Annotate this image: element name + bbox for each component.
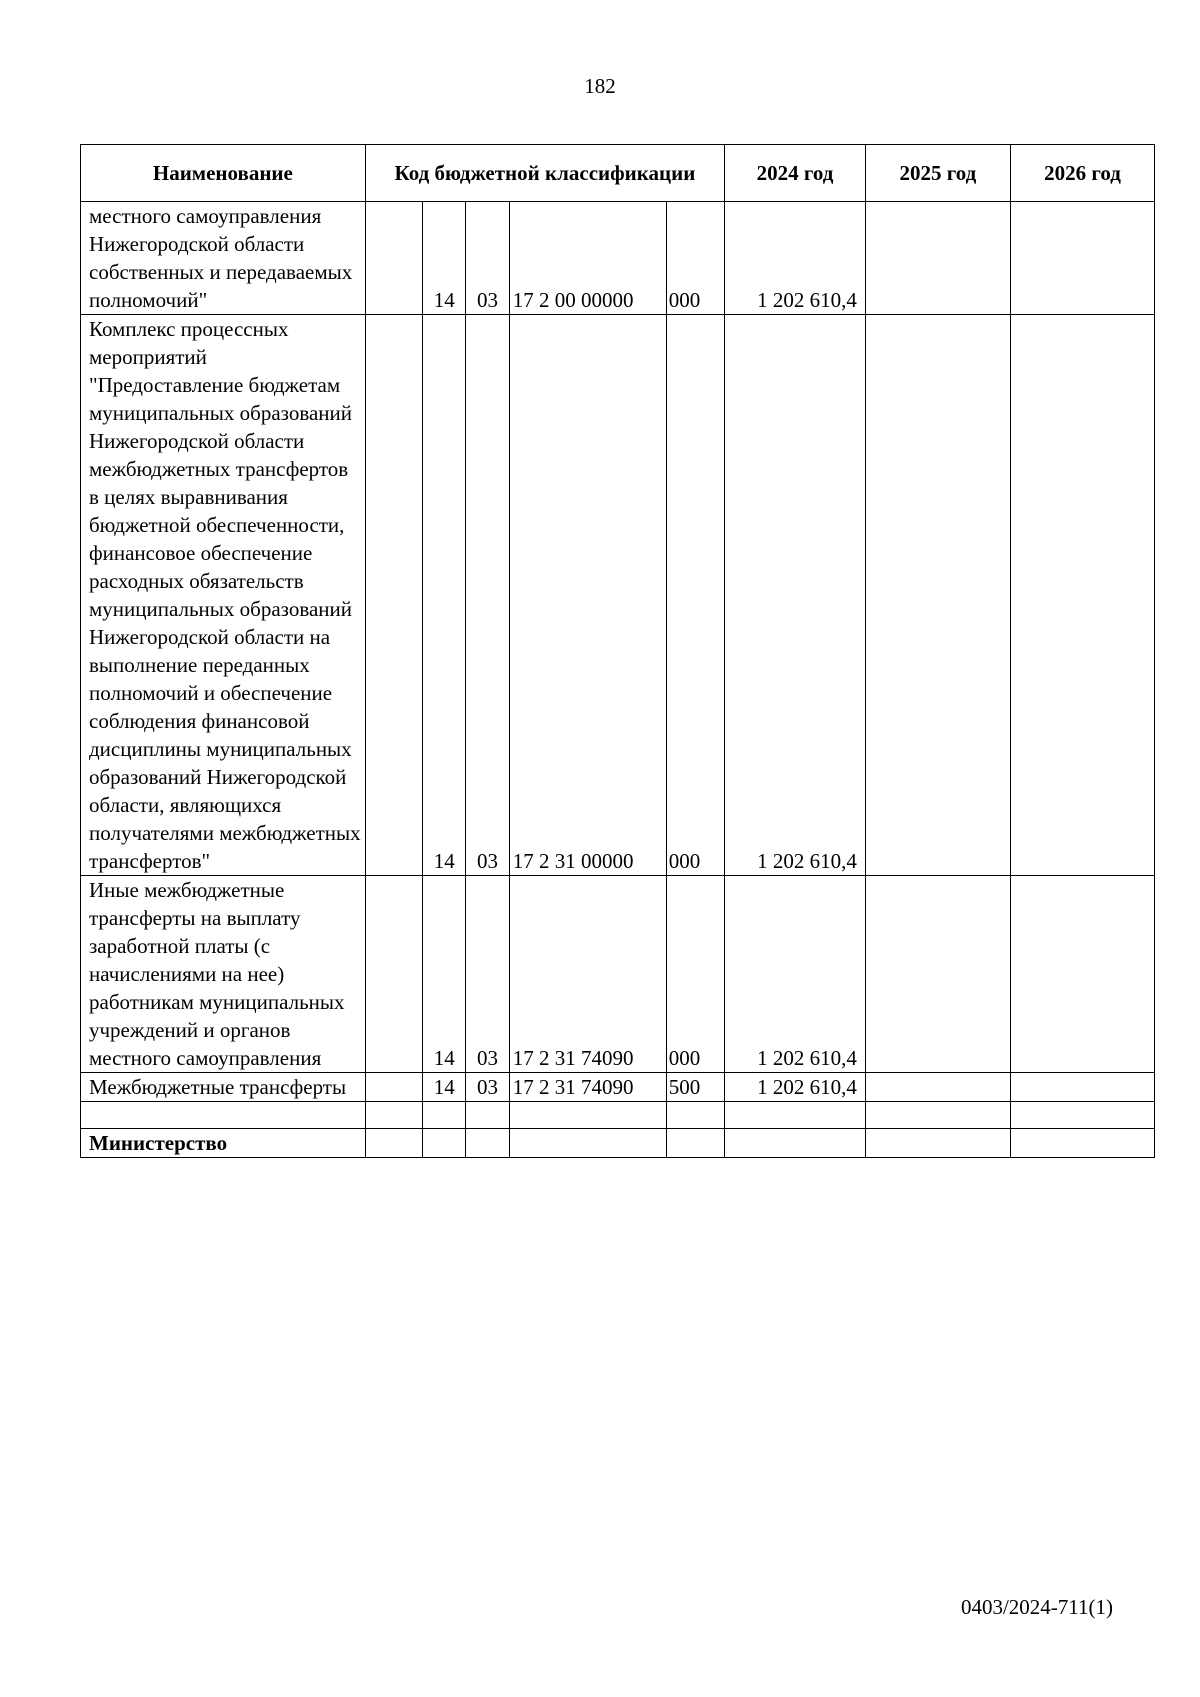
row-name: Иные межбюджетные трансферты на выплату заработной платы (с начислениями на нее) работникам муниципальных учреждений и органов местного самоуправления [81, 876, 366, 1073]
row-code-2: 14 [423, 315, 466, 876]
row-amount-2024: 1 202 610,4 [725, 315, 866, 876]
document-code: 0403/2024-711(1) [960, 1595, 1113, 1619]
table-row [81, 876, 1155, 1073]
row-code-2: 14 [423, 876, 466, 1073]
row-amount-2024: 1 202 610,4 [725, 202, 866, 315]
row-amount-2025 [865, 202, 1010, 315]
table-row [81, 1073, 1155, 1102]
empty-cell [466, 1129, 509, 1158]
row-name: Министерство [81, 1129, 366, 1158]
row-code-4: 17 2 31 74090 [509, 1073, 666, 1102]
row-amount-2025 [865, 315, 1010, 876]
empty-cell [865, 1129, 1010, 1158]
empty-cell [666, 1129, 724, 1158]
empty-cell [1010, 1129, 1154, 1158]
row-code-4: 17 2 31 00000 [509, 315, 666, 876]
row-code-4: 17 2 00 00000 [509, 202, 666, 315]
empty-cell [466, 1102, 509, 1129]
empty-cell [81, 1102, 366, 1129]
empty-cell [666, 1102, 724, 1129]
empty-cell [509, 1129, 666, 1158]
row-code-4: 17 2 31 74090 [509, 876, 666, 1073]
row-code-1 [365, 315, 422, 876]
row-amount-2026 [1010, 315, 1154, 876]
row-code-2: 14 [423, 1073, 466, 1102]
empty-row [81, 1102, 1155, 1129]
row-code-1 [365, 1073, 422, 1102]
header-2024: 2024 год [725, 145, 866, 202]
empty-cell [725, 1129, 866, 1158]
row-amount-2026 [1010, 876, 1154, 1073]
empty-cell [365, 1129, 422, 1158]
row-code-5: 000 [666, 202, 724, 315]
row-code-3: 03 [466, 876, 509, 1073]
row-amount-2024: 1 202 610,4 [725, 876, 866, 1073]
budget-table [80, 144, 1155, 1158]
row-name: Комплекс процессных мероприятий "Предоставление бюджетам муниципальных образований Нижегородской области межбюджетных трансфертов в целях выравнивания бюджетной обеспеченности, финансовое обеспечение расходных обязательств муниципальных образований Нижегородской области на выполнение переданных полномочий и обеспечение соблюдения финансовой дисциплины муниципальных образований Нижегородской области, являющихся получателями межбюджетных трансфертов" [81, 315, 366, 876]
row-code-5: 000 [666, 315, 724, 876]
header-name: Наименование [81, 145, 366, 202]
row-amount-2025 [865, 1073, 1010, 1102]
row-code-5: 000 [666, 876, 724, 1073]
row-code-2: 14 [423, 202, 466, 315]
row-amount-2024: 1 202 610,4 [725, 1073, 866, 1102]
empty-cell [509, 1102, 666, 1129]
row-amount-2025 [865, 876, 1010, 1073]
table-row [81, 202, 1155, 315]
empty-cell [423, 1129, 466, 1158]
table-row [81, 315, 1155, 876]
row-name: Межбюджетные трансферты [81, 1073, 366, 1102]
header-2026: 2026 год [1010, 145, 1154, 202]
row-code-1 [365, 202, 422, 315]
row-code-3: 03 [466, 1073, 509, 1102]
table-header-row [81, 145, 1155, 202]
row-code-5: 500 [666, 1073, 724, 1102]
page-number: 182 [584, 74, 616, 98]
row-code-3: 03 [466, 315, 509, 876]
empty-cell [423, 1102, 466, 1129]
row-amount-2026 [1010, 202, 1154, 315]
row-amount-2026 [1010, 1073, 1154, 1102]
row-code-1 [365, 876, 422, 1073]
row-code-3: 03 [466, 202, 509, 315]
empty-cell [1010, 1102, 1154, 1129]
empty-cell [365, 1102, 422, 1129]
empty-cell [725, 1102, 866, 1129]
table-row [81, 1129, 1155, 1158]
header-2025: 2025 год [865, 145, 1010, 202]
empty-cell [865, 1102, 1010, 1129]
row-name: местного самоуправления Нижегородской области собственных и передаваемых полномочий" [81, 202, 366, 315]
header-code: Код бюджетной классификации [365, 145, 724, 202]
